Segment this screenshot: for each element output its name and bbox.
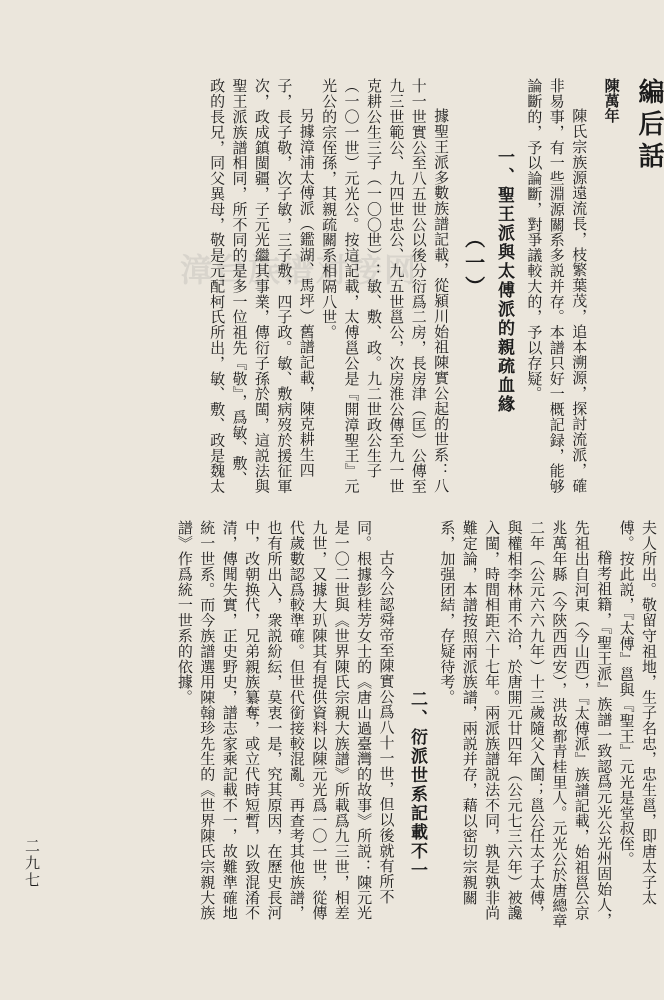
paragraph: 夫人所出。敬留守祖地，生子名忠，忠生邕，即唐太子太傅。按此説，『太傅』邕與『聖王』元光是堂叔侄。: [617, 520, 658, 905]
section-heading-1: 一、聖王派與太傅派的親疏血緣: [493, 148, 514, 414]
subsection-number-1: （一）: [461, 228, 486, 300]
intro-paragraph: 陳氏宗族源遠流長，枝繁葉茂，追本溯源，探討流派，確非易事，有一些淵源關系多説并存。本譜只好一概記録，能够論斷的，予以論斷，對爭議較大的，予以存疑。: [525, 78, 589, 494]
section-heading-2: 二、衍派世系記載不一: [406, 690, 427, 880]
paragraph: 稽考祖籍，『聖王派』族譜一致認爲元光公光州固始人，先祖出自河東（今山西），『太傅派』族譜記載，始祖邕公京兆萬年縣（今陝西西安），洪故都青桂里人。元光公於唐總章二年（公元六六九年）十三歲隨父入閩；邕公任太子太傅，與權相李林甫不洽，於唐開元廿四年（公元七三六年）被讒入閩，時間相距六十七年。兩派族譜説法不同，孰是孰非尚難定論，本譜按照兩派族譜，兩説并存，藉以密切宗親關系，加强团結，存疑待考。: [438, 520, 614, 929]
watermark-text: 漳台族谱对接网: [180, 251, 419, 289]
page-title: 編后話: [634, 78, 664, 174]
paragraph: 據聖王派多數族譜記載，從潁川始祖陳實公起的世系：八十一世實公至八五世公以後分衍爲二房，長房津（匡）公傳至九三世範公、九四世忠公、九五世邕公，次房淮公傳至九一世克耕公生三子（一〇〇世）：敏、敷、政。九二世政公生子（一〇一世）元光公。按這記載，太傅邕公是『開漳聖王』元光公的宗侄孫，其親疏關系相隔八世。: [320, 78, 451, 494]
paragraph: 另據漳浦太傅派（鑑湖、馬坪）舊譜記載，陳克耕生四子，長子敬，次子敏，三子敷，四子政。敏、敷病歿於援征軍次，政成鎮閩疆，子元光繼其事業，傳衍子孫於閩，這説法與聖王派族譜相同，所不同的是多一位祖先『敬』，爲敏、敷、政的長兄，同父異母，敬是元配柯氏所出，敏、敷、政是魏太: [208, 78, 316, 494]
paragraph: 古今公認舜帝至陳實公爲八十一世，但以後就有所不同。根據彭桂芳女士的《唐山過臺灣的故事》所説：陳元光是一〇二世與《世界陳氏宗親大族譜》所載爲九三世，相差九世，又據大玐陳其有提供資料以陳元光爲一〇一世，從傳代歲數認爲較準確。但世代銜接較混亂。再查考其他族譜，也有所出入，衆説紛紜，莫衷一是，究其原因，在歷史長河中，改朝换代，兄弟親族纂奪，或立代時短暫，以致混淆不清，傳聞失實，正史野史，譜志家乘記載不一，故難準確地統一世系。而今族譜選用陳翰珍先生的《世界陳氏宗親大族譜》作爲統一世系的依據。: [175, 520, 396, 921]
lower-text-block: [0, 520, 660, 930]
author: 陳萬年: [602, 78, 621, 123]
upper-text-block: [0, 78, 664, 498]
page-number: 二九七: [23, 838, 41, 889]
